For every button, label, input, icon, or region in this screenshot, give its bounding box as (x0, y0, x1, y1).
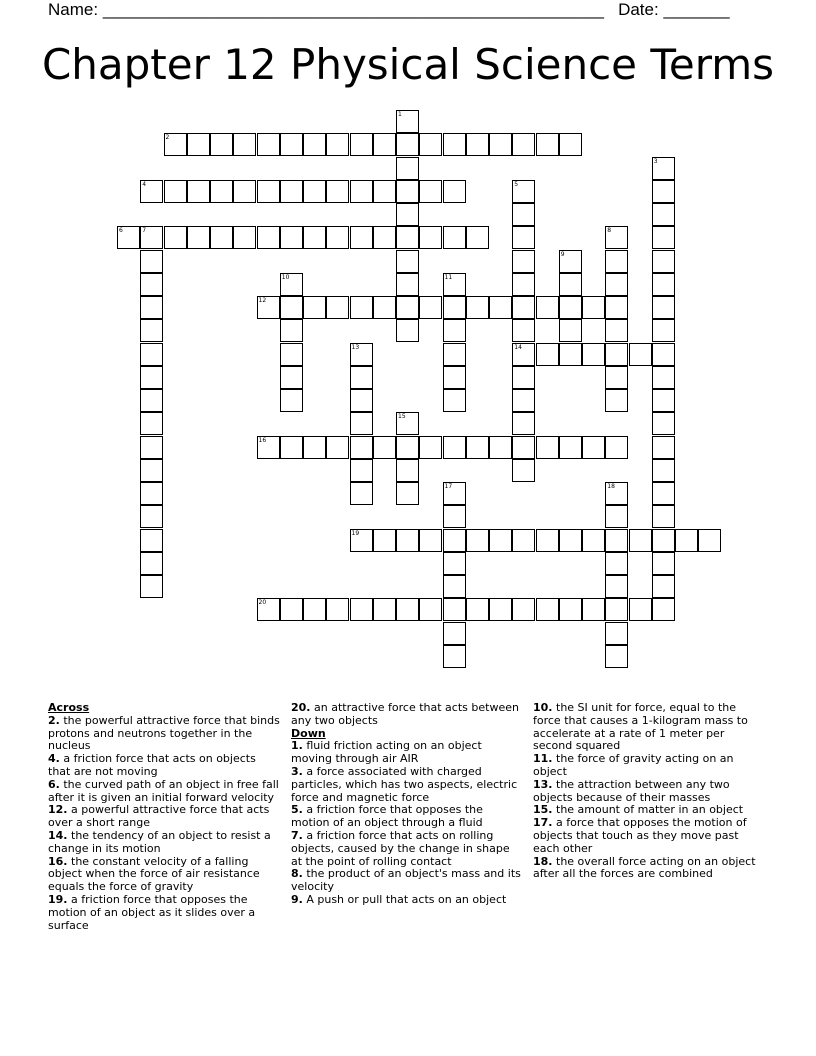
answer-cell[interactable] (350, 226, 373, 249)
answer-cell[interactable] (140, 459, 163, 482)
answer-cell[interactable] (536, 598, 559, 621)
answer-cell[interactable] (512, 598, 535, 621)
answer-cell[interactable] (652, 505, 675, 528)
name-label: Name: (48, 0, 99, 19)
clue-number: 20 (258, 599, 267, 607)
clue-down-18: 18. the overall force acting on an object after all the forces are combined (533, 854, 756, 881)
clue-across-6: 6. the curved path of an object in free fall after it is given an initial forward velocity (48, 777, 279, 804)
answer-cell[interactable] (559, 529, 582, 552)
answer-cell[interactable] (326, 180, 349, 203)
answer-cell[interactable] (466, 598, 489, 621)
clue-across-2: 2. the powerful attractive force that binds protons and neutrons together in the nucleus (48, 713, 280, 753)
answer-cell[interactable] (582, 529, 605, 552)
answer-cell[interactable] (466, 529, 489, 552)
answer-cell[interactable] (210, 133, 233, 156)
answer-cell[interactable] (489, 598, 512, 621)
answer-cell[interactable] (443, 575, 466, 598)
answer-cell[interactable] (140, 273, 163, 296)
clue-number: 11 (444, 273, 453, 281)
answer-cell[interactable] (396, 110, 419, 133)
answer-cell[interactable] (280, 436, 303, 459)
answer-cell[interactable] (396, 529, 419, 552)
answer-cell[interactable] (466, 436, 489, 459)
answer-cell[interactable] (419, 133, 442, 156)
answer-cell[interactable] (396, 250, 419, 273)
answer-cell[interactable] (536, 296, 559, 319)
answer-cell[interactable] (373, 529, 396, 552)
answer-cell[interactable] (257, 226, 280, 249)
answer-cell[interactable] (280, 343, 303, 366)
answer-cell[interactable] (396, 598, 419, 621)
answer-cell[interactable] (489, 296, 512, 319)
answer-cell[interactable] (605, 366, 628, 389)
answer-cell[interactable] (419, 598, 442, 621)
answer-cell[interactable] (512, 459, 535, 482)
answer-cell[interactable] (257, 133, 280, 156)
answer-cell[interactable] (350, 343, 373, 366)
answer-cell[interactable] (652, 552, 675, 575)
answer-cell[interactable] (350, 436, 373, 459)
answer-cell[interactable] (164, 133, 187, 156)
answer-cell[interactable] (512, 436, 535, 459)
answer-cell[interactable] (605, 319, 628, 342)
answer-cell[interactable] (280, 319, 303, 342)
answer-cell[interactable] (605, 529, 628, 552)
answer-cell[interactable] (652, 366, 675, 389)
answer-cell[interactable] (489, 529, 512, 552)
answer-cell[interactable] (396, 180, 419, 203)
answer-cell[interactable] (117, 226, 140, 249)
answer-cell[interactable] (257, 436, 280, 459)
answer-cell[interactable] (350, 366, 373, 389)
answer-cell[interactable] (419, 529, 442, 552)
clue-column-1 (48, 702, 280, 932)
answer-cell[interactable] (443, 436, 466, 459)
answer-cell[interactable] (350, 389, 373, 412)
clue-number: 5 (514, 180, 519, 188)
answer-cell[interactable] (326, 436, 349, 459)
down-heading: Down (291, 726, 326, 740)
answer-cell[interactable] (652, 319, 675, 342)
answer-cell[interactable] (559, 343, 582, 366)
answer-cell[interactable] (605, 343, 628, 366)
answer-cell[interactable] (419, 180, 442, 203)
answer-cell[interactable] (140, 296, 163, 319)
answer-cell[interactable] (536, 343, 559, 366)
clue-down-1: 1. fluid friction acting on an object moving through air AIR (291, 739, 482, 766)
answer-cell[interactable] (629, 598, 652, 621)
answer-cell[interactable] (140, 552, 163, 575)
answer-cell[interactable] (350, 459, 373, 482)
answer-cell[interactable] (350, 529, 373, 552)
answer-cell[interactable] (164, 226, 187, 249)
clue-down-3: 3. a force associated with charged particles, which has two aspects, electric force and magnetic force (291, 764, 518, 804)
answer-cell[interactable] (512, 343, 535, 366)
answer-cell[interactable] (698, 529, 721, 552)
answer-cell[interactable] (350, 180, 373, 203)
answer-cell[interactable] (652, 157, 675, 180)
answer-cell[interactable] (559, 598, 582, 621)
clue-column-3 (533, 702, 765, 881)
answer-cell[interactable] (164, 180, 187, 203)
answer-cell[interactable] (187, 133, 210, 156)
answer-cell[interactable] (396, 133, 419, 156)
date-line[interactable]: _______ (663, 0, 730, 19)
clue-across-14: 14. the tendency of an object to resist a change in its motion (48, 828, 271, 855)
answer-cell[interactable] (350, 133, 373, 156)
answer-cell[interactable] (443, 180, 466, 203)
answer-cell[interactable] (280, 273, 303, 296)
answer-cell[interactable] (373, 436, 396, 459)
answer-cell[interactable] (582, 296, 605, 319)
answer-cell[interactable] (629, 529, 652, 552)
answer-cell[interactable] (443, 366, 466, 389)
clue-down-15: 15. the amount of matter in an object (533, 803, 744, 817)
answer-cell[interactable] (187, 180, 210, 203)
answer-cell[interactable] (489, 436, 512, 459)
clue-down-7: 7. a friction force that acts on rolling objects, caused by the change in shape at the point of rolling contact (291, 828, 510, 868)
clue-number: 18 (607, 483, 615, 490)
answer-cell[interactable] (443, 552, 466, 575)
answer-cell[interactable] (280, 226, 303, 249)
answer-cell[interactable] (559, 250, 582, 273)
answer-cell[interactable] (466, 296, 489, 319)
answer-cell[interactable] (140, 343, 163, 366)
answer-cell[interactable] (582, 343, 605, 366)
answer-cell[interactable] (233, 226, 256, 249)
answer-cell[interactable] (605, 436, 628, 459)
answer-cell[interactable] (140, 482, 163, 505)
answer-cell[interactable] (559, 436, 582, 459)
answer-cell[interactable] (373, 598, 396, 621)
answer-cell[interactable] (443, 645, 466, 668)
answer-cell[interactable] (443, 226, 466, 249)
answer-cell[interactable] (396, 157, 419, 180)
answer-cell[interactable] (443, 529, 466, 552)
clue-number: 13 (351, 343, 360, 351)
answer-cell[interactable] (512, 319, 535, 342)
answer-cell[interactable] (512, 529, 535, 552)
answer-cell[interactable] (512, 296, 535, 319)
clue-number: 3 (653, 157, 658, 165)
clue-down-9: 9. A push or pull that acts on an object (291, 892, 507, 906)
answer-cell[interactable] (350, 296, 373, 319)
answer-cell[interactable] (652, 226, 675, 249)
answer-cell[interactable] (536, 133, 559, 156)
answer-cell[interactable] (605, 250, 628, 273)
answer-cell[interactable] (373, 226, 396, 249)
answer-cell[interactable] (512, 389, 535, 412)
answer-cell[interactable] (443, 389, 466, 412)
answer-cell[interactable] (605, 598, 628, 621)
answer-cell[interactable] (605, 575, 628, 598)
answer-cell[interactable] (140, 180, 163, 203)
clue-across-19: 19. a friction force that opposes the motion of an object as it slides over a surface (48, 892, 256, 932)
answer-cell[interactable] (419, 296, 442, 319)
answer-cell[interactable] (280, 180, 303, 203)
clue-number: 10 (281, 273, 290, 281)
clue-across-20: 20. an attractive force that acts between any two objects (291, 701, 519, 727)
answer-cell[interactable] (443, 319, 466, 342)
clue-number: 15 (398, 413, 406, 421)
answer-cell[interactable] (396, 436, 419, 459)
answer-cell[interactable] (652, 180, 675, 203)
answer-cell[interactable] (652, 436, 675, 459)
answer-cell[interactable] (280, 598, 303, 621)
answer-cell[interactable] (512, 226, 535, 249)
answer-cell[interactable] (629, 343, 652, 366)
answer-cell[interactable] (512, 366, 535, 389)
answer-cell[interactable] (466, 226, 489, 249)
answer-cell[interactable] (326, 226, 349, 249)
answer-cell[interactable] (605, 552, 628, 575)
answer-cell[interactable] (652, 273, 675, 296)
answer-cell[interactable] (140, 529, 163, 552)
page-title: Chapter 12 Physical Science Terms (41, 40, 775, 89)
answer-cell[interactable] (652, 575, 675, 598)
answer-cell[interactable] (652, 459, 675, 482)
answer-cell[interactable] (373, 296, 396, 319)
answer-cell[interactable] (605, 389, 628, 412)
answer-cell[interactable] (605, 482, 628, 505)
answer-cell[interactable] (396, 412, 419, 435)
answer-cell[interactable] (443, 296, 466, 319)
answer-cell[interactable] (303, 436, 326, 459)
clue-down-8: 8. the product of an object's mass and its velocity (291, 867, 521, 894)
answer-cell[interactable] (140, 319, 163, 342)
answer-cell[interactable] (652, 343, 675, 366)
answer-cell[interactable] (605, 296, 628, 319)
answer-cell[interactable] (140, 412, 163, 435)
answer-cell[interactable] (652, 598, 675, 621)
answer-cell[interactable] (373, 180, 396, 203)
answer-cell[interactable] (140, 575, 163, 598)
answer-cell[interactable] (443, 482, 466, 505)
answer-cell[interactable] (140, 226, 163, 249)
clue-down-5: 5. a friction force that opposes the motion of an object through a fluid (291, 803, 483, 830)
answer-cell[interactable] (303, 226, 326, 249)
answer-cell[interactable] (443, 343, 466, 366)
answer-cell[interactable] (605, 226, 628, 249)
answer-cell[interactable] (559, 319, 582, 342)
answer-cell[interactable] (512, 133, 535, 156)
answer-cell[interactable] (350, 598, 373, 621)
answer-cell[interactable] (582, 436, 605, 459)
answer-cell[interactable] (396, 482, 419, 505)
clue-down-17: 17. a force that opposes the motion of objects that touch as they move past each other (533, 816, 747, 855)
answer-cell[interactable] (303, 180, 326, 203)
answer-cell[interactable] (605, 273, 628, 296)
answer-cell[interactable] (396, 459, 419, 482)
answer-cell[interactable] (396, 203, 419, 226)
answer-cell[interactable] (350, 482, 373, 505)
answer-cell[interactable] (512, 412, 535, 435)
answer-cell[interactable] (210, 226, 233, 249)
clue-column-2 (291, 702, 523, 907)
answer-cell[interactable] (652, 482, 675, 505)
clue-number: 4 (142, 180, 147, 188)
answer-cell[interactable] (303, 133, 326, 156)
across-heading: Across (48, 701, 90, 714)
answer-cell[interactable] (512, 203, 535, 226)
answer-cell[interactable] (326, 598, 349, 621)
answer-cell[interactable] (187, 226, 210, 249)
answer-cell[interactable] (140, 250, 163, 273)
answer-cell[interactable] (512, 250, 535, 273)
answer-cell[interactable] (280, 296, 303, 319)
answer-cell[interactable] (443, 622, 466, 645)
answer-cell[interactable] (257, 296, 280, 319)
answer-cell[interactable] (536, 529, 559, 552)
clue-number: 1 (398, 111, 402, 118)
clue-number: 9 (560, 250, 565, 258)
answer-cell[interactable] (675, 529, 698, 552)
answer-cell[interactable] (466, 133, 489, 156)
clue-across-4: 4. a friction force that acts on objects that are not moving (48, 752, 256, 778)
answer-cell[interactable] (443, 273, 466, 296)
clue-number: 16 (258, 436, 267, 444)
answer-cell[interactable] (559, 133, 582, 156)
clue-down-11: 11. the force of gravity acting on an object (533, 752, 734, 778)
answer-cell[interactable] (396, 273, 419, 296)
answer-cell[interactable] (396, 296, 419, 319)
answer-cell[interactable] (559, 296, 582, 319)
answer-cell[interactable] (350, 412, 373, 435)
answer-cell[interactable] (140, 505, 163, 528)
answer-cell[interactable] (210, 180, 233, 203)
answer-cell[interactable] (512, 180, 535, 203)
clue-number: 17 (444, 483, 453, 490)
answer-cell[interactable] (140, 366, 163, 389)
answer-cell[interactable] (396, 319, 419, 342)
answer-cell[interactable] (280, 389, 303, 412)
answer-cell[interactable] (605, 505, 628, 528)
answer-cell[interactable] (233, 133, 256, 156)
answer-cell[interactable] (140, 389, 163, 412)
answer-cell[interactable] (419, 226, 442, 249)
answer-cell[interactable] (419, 436, 442, 459)
clue-number: 8 (607, 227, 612, 235)
answer-cell[interactable] (582, 598, 605, 621)
answer-cell[interactable] (652, 250, 675, 273)
answer-cell[interactable] (326, 296, 349, 319)
clue-number: 14 (514, 343, 522, 351)
clue-number: 7 (142, 227, 147, 235)
answer-cell[interactable] (280, 133, 303, 156)
answer-cell[interactable] (605, 622, 628, 645)
answer-cell[interactable] (140, 436, 163, 459)
answer-cell[interactable] (652, 389, 675, 412)
clue-across-16: 16. the constant velocity of a falling object when the force of air resistance equals the force of gravity (48, 854, 260, 894)
answer-cell[interactable] (280, 366, 303, 389)
answer-cell[interactable] (373, 133, 396, 156)
answer-cell[interactable] (652, 296, 675, 319)
clue-down-13: 13. the attraction between any two objects because of their masses (533, 777, 730, 804)
clue-across-12: 12. a powerful attractive force that acts over a short range (48, 803, 270, 830)
answer-cell[interactable] (233, 180, 256, 203)
answer-cell[interactable] (443, 133, 466, 156)
answer-cell[interactable] (257, 180, 280, 203)
answer-cell[interactable] (652, 412, 675, 435)
clue-number: 12 (258, 297, 267, 304)
answer-cell[interactable] (536, 436, 559, 459)
clue-number: 19 (351, 529, 360, 537)
answer-cell[interactable] (443, 505, 466, 528)
answer-cell[interactable] (605, 645, 628, 668)
answer-cell[interactable] (257, 598, 280, 621)
answer-cell[interactable] (396, 226, 419, 249)
answer-cell[interactable] (489, 133, 512, 156)
date-label: Date: (618, 0, 659, 19)
name-line[interactable]: _____________________________________________________ (102, 0, 604, 19)
answer-cell[interactable] (443, 598, 466, 621)
answer-cell[interactable] (326, 133, 349, 156)
answer-cell[interactable] (652, 529, 675, 552)
answer-cell[interactable] (559, 273, 582, 296)
answer-cell[interactable] (303, 296, 326, 319)
clue-down-10: 10. the SI unit for force, equal to the force that causes a 1-kilogram mass to accelerate at a rate of 1 meter per second squared (533, 701, 748, 753)
clue-number: 2 (165, 134, 170, 142)
clue-number: 6 (119, 227, 123, 235)
answer-cell[interactable] (303, 598, 326, 621)
answer-cell[interactable] (652, 203, 675, 226)
answer-cell[interactable] (512, 273, 535, 296)
